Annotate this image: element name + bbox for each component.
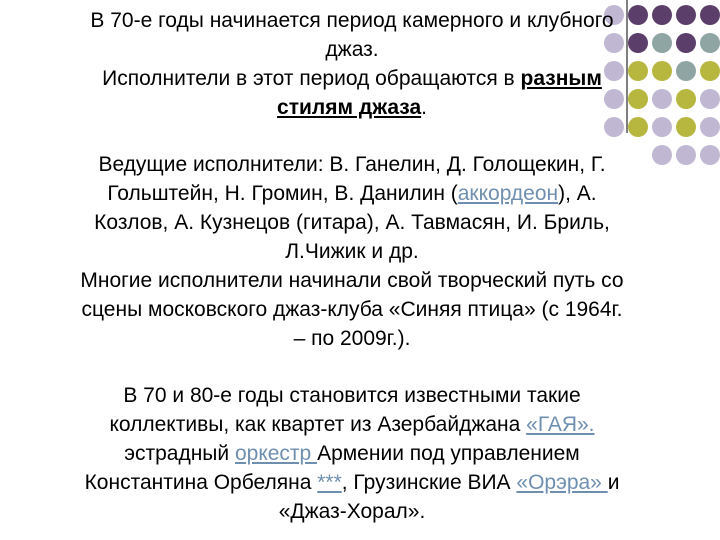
- stars-link[interactable]: ***: [317, 471, 342, 494]
- decorative-dot: [700, 117, 720, 137]
- para2-line6: сцены московского джаз-клуба «Синяя птица» (с 1964г.: [81, 298, 623, 321]
- para3-line3-a: эстрадный: [124, 442, 235, 465]
- para1-line4-end: .: [421, 96, 427, 119]
- para2-line4: Л.Чижик и др.: [285, 240, 419, 263]
- paragraph-ensembles: [20, 381, 684, 526]
- gaya-link[interactable]: «ГАЯ».: [526, 413, 595, 436]
- orera-link[interactable]: «Орэра»: [516, 471, 608, 494]
- bold-underlined-phrase-part1: разным: [520, 67, 602, 90]
- para2-line2-a: Гольштейн, Н. Громин, В. Данилин (: [107, 182, 458, 205]
- bold-underlined-phrase-part2: стилям джаза: [277, 96, 422, 119]
- para3-line5: «Джаз-Хорал».: [278, 500, 426, 523]
- decorative-dot: [700, 5, 720, 25]
- para1-line1: В 70-е годы начинается период камерного и клубного: [90, 9, 614, 32]
- para3-line1: В 70 и 80-е годы становится известными такие: [123, 384, 581, 407]
- para3-line4-b: , Грузинские ВИА: [341, 471, 517, 494]
- paragraph-leading-performers: [20, 150, 684, 353]
- decorative-dot: [700, 61, 720, 81]
- accordion-link[interactable]: аккордеон: [457, 182, 559, 205]
- para3-line3: [20, 439, 684, 468]
- para3-line4-c: и: [607, 471, 620, 494]
- para1-line3: [20, 64, 684, 93]
- para1-line3-text: Исполнители в этот период обращаются в: [102, 67, 521, 90]
- para2-line2-b: ), А.: [558, 182, 597, 205]
- para1-line2: джаз.: [325, 38, 379, 61]
- para2-line5: Многие исполнители начинали свой творческий путь со: [80, 269, 624, 292]
- paragraph-period-intro: [20, 6, 684, 122]
- para3-line4: [20, 468, 684, 497]
- decorative-dot: [700, 33, 720, 53]
- para2-line3: Козлов, А. Кузнецов (гитара), А. Тавмасян, И. Бриль,: [94, 211, 610, 234]
- orchestra-link[interactable]: оркестр: [234, 442, 318, 465]
- para2-line2: [20, 179, 684, 208]
- para3-line3-b: Армении под управлением: [317, 442, 580, 465]
- para2-line7: – по 2009г.).: [293, 327, 411, 350]
- para3-line2: [20, 410, 684, 439]
- decorative-dot: [700, 145, 720, 165]
- para3-line4-a: Константина Орбеляна: [84, 471, 318, 494]
- para3-line2-a: коллективы, как квартет из Азербайджана: [109, 413, 527, 436]
- decorative-dot: [700, 89, 720, 109]
- para2-line1: Ведущие исполнители: В. Ганелин, Д. Голощекин, Г.: [98, 153, 606, 176]
- para1-line4: [20, 93, 684, 122]
